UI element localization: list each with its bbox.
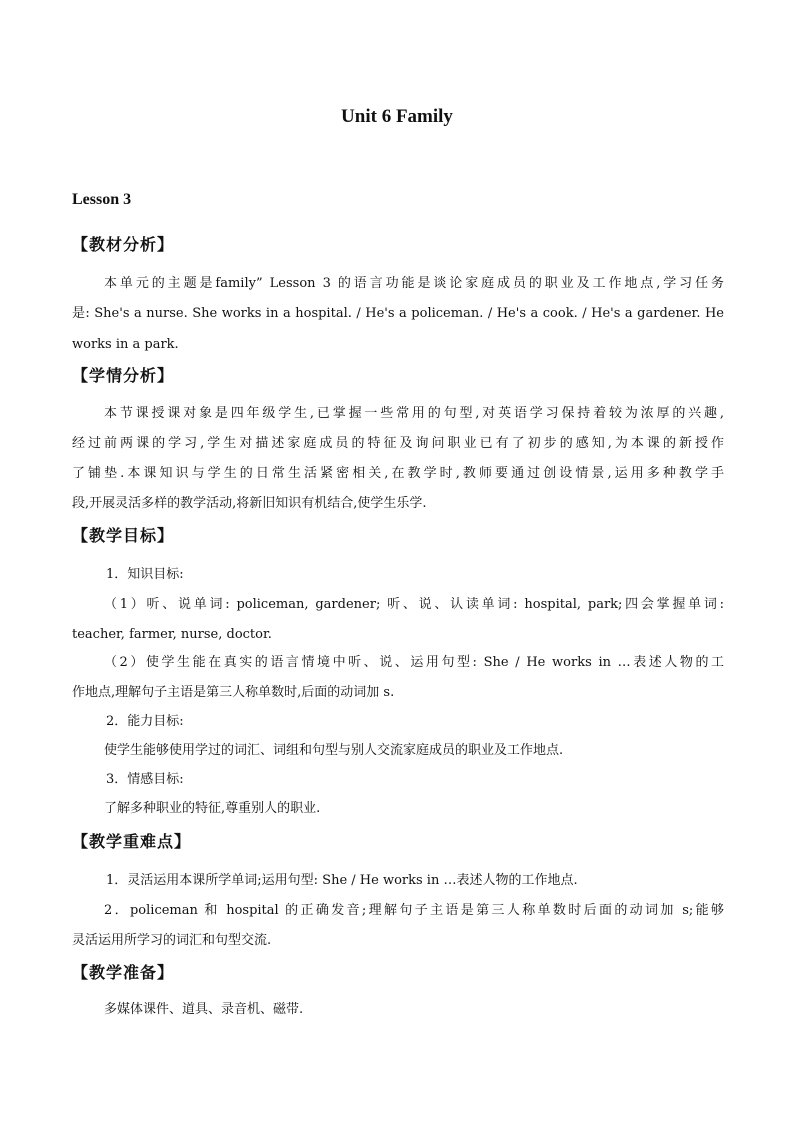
goal-item: （1）听、说单词: policeman, gardener; 听、说、认读单词: hospital, park;四会掌握单词: — [104, 597, 724, 612]
goal-item: 了解多种职业的特征,尊重别人的职业. — [104, 801, 321, 816]
section-heading-keypoints: 【教学重难点】 — [72, 832, 192, 851]
goal-item: 3．情感目标: — [106, 772, 184, 787]
section-heading-goals: 【教学目标】 — [72, 526, 175, 545]
goal-item: （2）使学生能在真实的语言情境中听、说、运用句型: She / He works in …表述人物的工 — [104, 655, 724, 670]
prep-item: 多媒体课件、道具、录音机、磁带. — [104, 1002, 304, 1017]
document-title: Unit 6 Family — [341, 106, 453, 127]
section-heading-prep: 【教学准备】 — [72, 963, 175, 982]
goal-item: 使学生能够使用学过的词汇、词组和句型与别人交流家庭成员的职业及工作地点. — [104, 743, 564, 758]
paragraph-line: 了铺垫.本课知识与学生的日常生活紧密相关,在教学时,教师要通过创设情景,运用多种教学手 — [72, 466, 724, 481]
paragraph-line: 经过前两课的学习,学生对描述家庭成员的特征及询问职业已有了初步的感知,为本课的新授作 — [72, 436, 724, 451]
paragraph-line: 段,开展灵活多样的教学活动,将新旧知识有机结合,使学生乐学. — [72, 496, 427, 511]
keypoint-item: 2．policeman 和 hospital 的正确发音;理解句子主语是第三人称单数时后面的动词加 s;能够 — [104, 903, 724, 918]
section-heading-material: 【教材分析】 — [72, 235, 175, 254]
paragraph-line: 本单元的主题是family” Lesson 3 的语言功能是谈论家庭成员的职业及工作地点,学习任务 — [104, 276, 724, 291]
goal-item: teacher, farmer, nurse, doctor. — [72, 627, 272, 642]
lesson-label: Lesson 3 — [72, 191, 132, 208]
goal-item: 作地点,理解句子主语是第三人称单数时,后面的动词加 s. — [72, 685, 395, 700]
paragraph-line: 本节课授课对象是四年级学生,已掌握一些常用的句型,对英语学习保持着较为浓厚的兴趣, — [104, 406, 724, 421]
goal-item: 1．知识目标: — [106, 567, 184, 582]
keypoint-item: 1．灵活运用本课所学单词;运用句型: She / He works in …表述人物的工作地点. — [106, 873, 578, 888]
paragraph-line: 是: She's a nurse. She works in a hospital. / He's a policeman. / He's a cook. / He's a gardener. He — [72, 306, 724, 321]
paragraph-line: works in a park. — [72, 337, 179, 352]
section-heading-students: 【学情分析】 — [72, 366, 175, 385]
keypoint-item: 灵活运用所学习的词汇和句型交流. — [72, 933, 272, 948]
goal-item: 2．能力目标: — [106, 714, 184, 729]
